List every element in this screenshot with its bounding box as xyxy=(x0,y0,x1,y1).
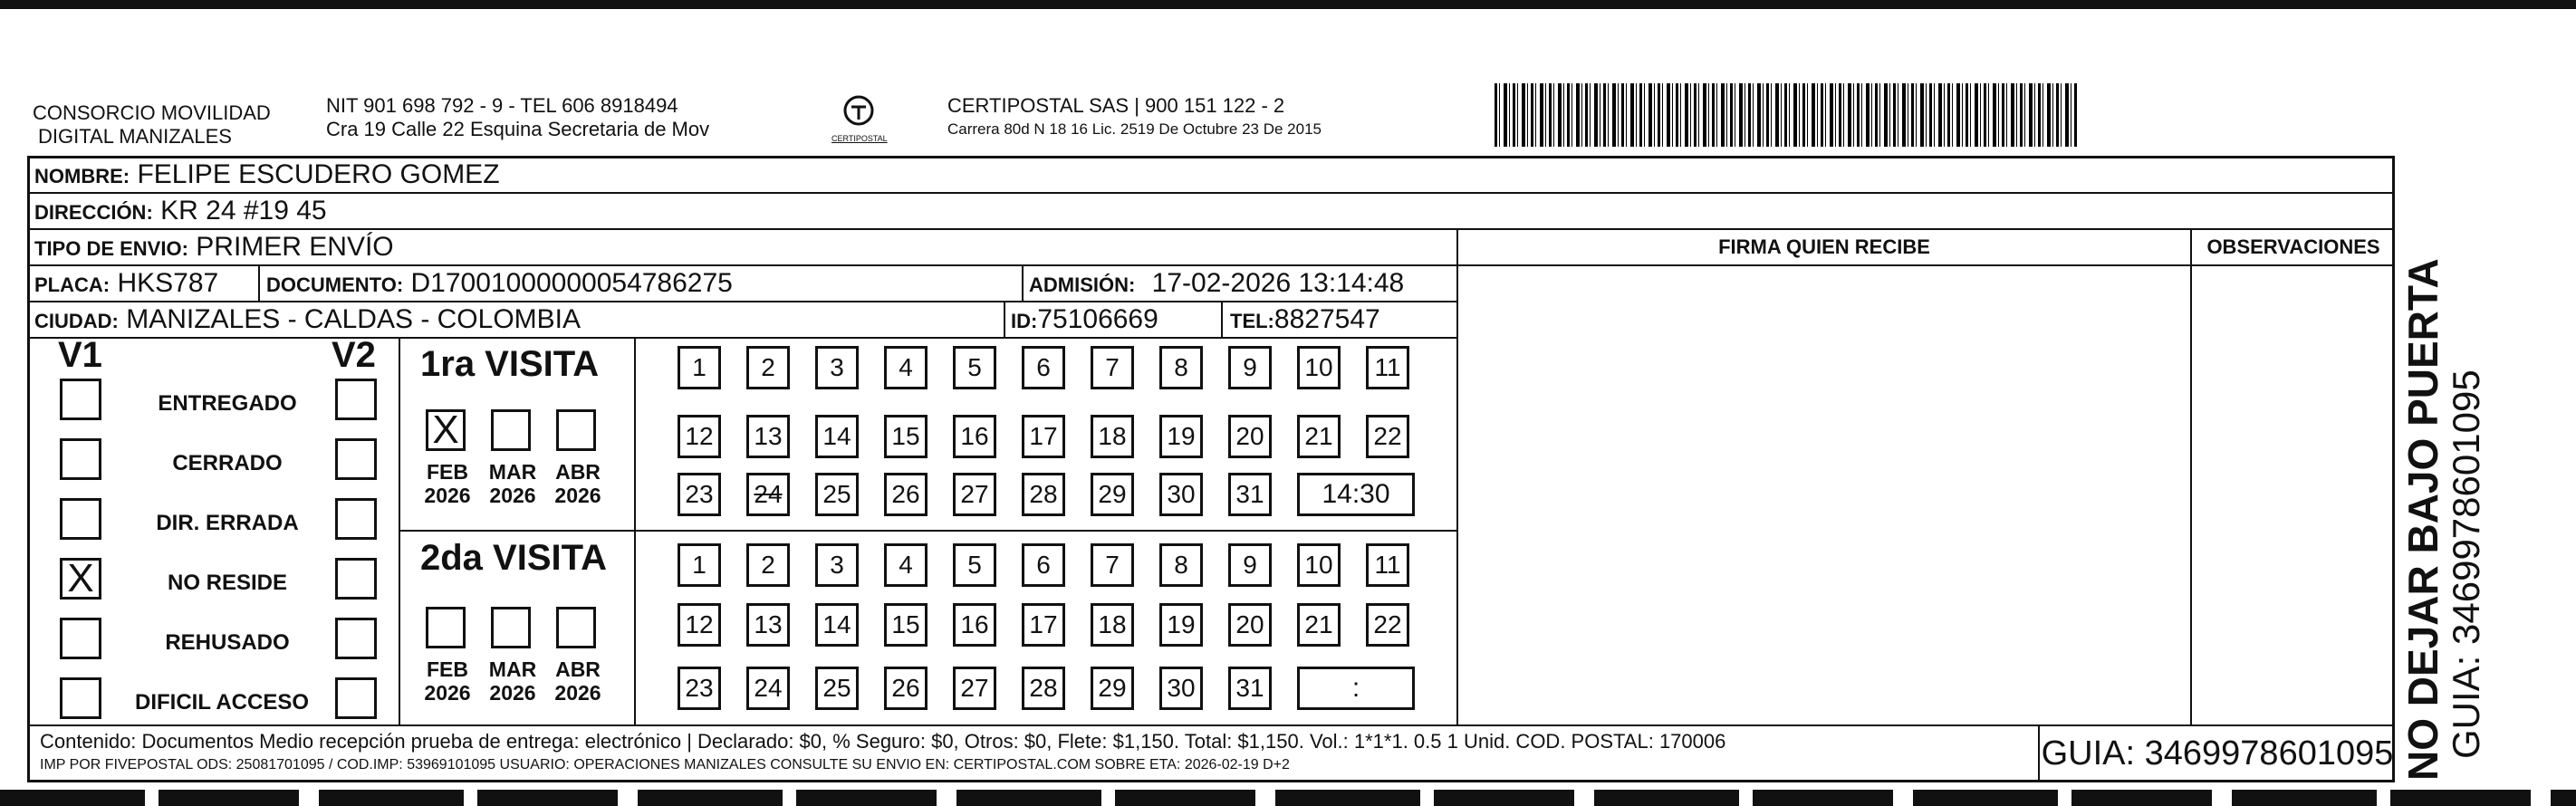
ciudad-label: CIUDAD: xyxy=(34,310,119,332)
month-checkbox[interactable] xyxy=(491,409,531,451)
admision-label: ADMISIÓN: xyxy=(1029,273,1136,296)
column-header-divider xyxy=(1458,264,2395,266)
v2-checkbox[interactable] xyxy=(335,379,377,420)
day-box[interactable]: 1 xyxy=(678,346,721,389)
certipostal-logo xyxy=(831,92,886,156)
day-box[interactable]: 22 xyxy=(1366,603,1409,647)
column-divider xyxy=(2190,228,2192,724)
day-box[interactable]: 9 xyxy=(1228,346,1272,389)
day-box[interactable]: 15 xyxy=(884,415,928,458)
first-visit-title: 1ra VISITA xyxy=(420,344,600,384)
day-box[interactable]: 29 xyxy=(1091,667,1134,710)
day-box[interactable]: 3 xyxy=(815,543,859,587)
month-name: ABR xyxy=(555,657,601,681)
no-dejar-notice: NO DEJAR BAJO PUERTA xyxy=(2399,258,2446,781)
day-box[interactable]: 25 xyxy=(815,473,859,516)
v1-checkbox[interactable] xyxy=(60,379,101,420)
day-box[interactable]: 2 xyxy=(746,346,790,389)
v2-checkbox[interactable] xyxy=(335,498,377,540)
day-box[interactable]: 27 xyxy=(953,667,996,710)
month-name: FEB xyxy=(427,657,468,681)
v2-header: V2 xyxy=(332,335,376,375)
v1-header: V1 xyxy=(58,335,102,375)
day-box[interactable]: 23 xyxy=(678,473,721,516)
month-label xyxy=(549,657,607,705)
days-divider xyxy=(634,337,636,724)
second-visit-title: 2da VISITA xyxy=(420,538,607,578)
documento-label: DOCUMENTO: xyxy=(266,273,404,296)
tel-value: 8827547 xyxy=(1274,304,1380,334)
month-year: 2026 xyxy=(554,681,601,705)
row-divider xyxy=(27,337,1458,339)
v2-checkbox[interactable] xyxy=(335,677,377,719)
day-box[interactable]: 13 xyxy=(746,603,790,647)
status-option-label: DIR. ERRADA xyxy=(156,511,299,535)
month-checkbox[interactable]: X xyxy=(426,409,466,451)
row-divider xyxy=(27,264,1458,266)
month-year: 2026 xyxy=(424,681,471,705)
day-box[interactable]: 13 xyxy=(746,415,790,458)
day-box[interactable]: 12 xyxy=(678,415,721,458)
footer-content: Contenido: Documentos Medio recepción prueba de entrega: electrónico | Declarado: $0, % Seguro: $0, Otros: $0, Flete: $1,150. Total: $1,150. Vol.: 1*1*1. 0.5 1 Unid. COD. POSTAL: 170006 xyxy=(40,730,1726,753)
day-box[interactable]: 14 xyxy=(815,603,859,647)
cell-divider xyxy=(258,264,260,301)
month-label xyxy=(484,657,542,705)
placa-label: PLACA: xyxy=(34,273,111,296)
month-checkbox[interactable] xyxy=(426,607,466,648)
ciudad-value: MANIZALES - CALDAS - COLOMBIA xyxy=(126,304,582,334)
nombre-value: FELIPE ESCUDERO GOMEZ xyxy=(137,159,500,189)
day-box[interactable]: 3 xyxy=(815,346,859,389)
month-year: 2026 xyxy=(489,484,536,507)
logo-icon xyxy=(841,92,877,129)
footer-guia: GUIA: 3469978601095 xyxy=(2038,724,2395,782)
day-box[interactable]: 31 xyxy=(1228,667,1272,710)
company-nit: NIT 901 698 792 - 9 - TEL 606 8918494 xyxy=(326,94,678,117)
day-box[interactable]: 2 xyxy=(746,543,790,587)
bottom-scan-edge xyxy=(0,790,2576,806)
company-line-1: CONSORCIO MOVILIDAD xyxy=(33,101,271,124)
month-year: 2026 xyxy=(489,681,536,705)
day-box[interactable]: 22 xyxy=(1366,415,1409,458)
v2-checkbox[interactable] xyxy=(335,618,377,659)
day-box[interactable]: 16 xyxy=(953,415,996,458)
month-checkbox[interactable] xyxy=(556,409,596,451)
month-year: 2026 xyxy=(424,484,471,507)
month-label xyxy=(418,460,476,507)
day-box[interactable]: 26 xyxy=(884,473,928,516)
v1-checkbox[interactable] xyxy=(60,677,101,719)
day-box[interactable]: 4 xyxy=(884,543,928,587)
day-box[interactable]: 18 xyxy=(1091,603,1134,647)
month-label xyxy=(418,657,476,705)
day-box[interactable]: 17 xyxy=(1022,415,1065,458)
status-option-label: DIFICIL ACCESO xyxy=(134,690,309,715)
month-year: 2026 xyxy=(554,484,601,507)
month-checkbox[interactable] xyxy=(556,607,596,648)
day-box[interactable]: 5 xyxy=(953,543,996,587)
v1-checkbox[interactable]: X xyxy=(60,558,101,600)
direccion-row xyxy=(34,196,327,228)
barcode xyxy=(1495,83,2079,147)
documento-value: D17001000000054786275 xyxy=(410,268,733,298)
status-divider xyxy=(399,337,400,724)
day-box[interactable]: 5 xyxy=(953,346,996,389)
cell-divider xyxy=(1004,301,1005,337)
day-box[interactable]: 23 xyxy=(678,667,721,710)
nombre-label: NOMBRE: xyxy=(34,165,130,187)
day-box[interactable]: 19 xyxy=(1159,415,1203,458)
day-box[interactable]: 28 xyxy=(1022,473,1065,516)
placa-row xyxy=(34,268,218,301)
day-box[interactable]: 17 xyxy=(1022,603,1065,647)
v1-checkbox[interactable] xyxy=(60,498,101,540)
day-box[interactable]: 7 xyxy=(1091,346,1134,389)
day-box[interactable]: 18 xyxy=(1091,415,1134,458)
day-box[interactable]: 6 xyxy=(1022,543,1065,587)
side-notice xyxy=(2400,258,2487,781)
row-divider xyxy=(27,192,2395,194)
observaciones-header: OBSERVACIONES xyxy=(2206,235,2380,258)
courier-name: CERTIPOSTAL SAS | 900 151 122 - 2 xyxy=(947,94,1285,117)
v1-checkbox[interactable] xyxy=(60,618,101,659)
v2-checkbox[interactable] xyxy=(335,558,377,600)
id-value: 75106669 xyxy=(1037,304,1158,334)
courier-info xyxy=(947,94,1455,141)
day-box[interactable]: 31 xyxy=(1228,473,1272,516)
top-scan-edge xyxy=(0,0,2576,9)
day-box[interactable]: 9 xyxy=(1228,543,1272,587)
status-option-label: NO RESIDE xyxy=(167,571,288,595)
admision-value: 17-02-2026 13:14:48 xyxy=(1151,268,1405,298)
status-option-label: ENTREGADO xyxy=(158,391,297,416)
company-address: Cra 19 Calle 22 Esquina Secretaria de Mov xyxy=(326,118,710,140)
day-box[interactable]: 24 xyxy=(746,667,790,710)
column-divider xyxy=(1456,228,1458,724)
day-box[interactable]: 28 xyxy=(1022,667,1065,710)
ciudad-row xyxy=(34,304,581,337)
month-name: FEB xyxy=(427,460,468,484)
day-box[interactable]: 21 xyxy=(1297,603,1341,647)
v2-checkbox[interactable] xyxy=(335,438,377,480)
company-name xyxy=(33,101,304,149)
day-box[interactable]: 11 xyxy=(1366,346,1409,389)
day-box[interactable]: 29 xyxy=(1091,473,1134,516)
direccion-label: DIRECCIÓN: xyxy=(34,201,153,224)
courier-address: Carrera 80d N 18 16 Lic. 2519 De Octubre 23 De 2015 xyxy=(947,120,1322,138)
day-box[interactable]: 20 xyxy=(1228,603,1272,647)
second-visit-time[interactable]: : xyxy=(1297,667,1415,710)
cell-divider xyxy=(1022,264,1024,301)
direccion-value: KR 24 #19 45 xyxy=(160,196,327,225)
firma-header: FIRMA QUIEN RECIBE xyxy=(1718,235,1930,258)
day-box[interactable]: 12 xyxy=(678,603,721,647)
placa-value: HKS787 xyxy=(117,268,219,298)
status-option-label: REHUSADO xyxy=(165,630,290,655)
day-box[interactable]: 27 xyxy=(953,473,996,516)
admision-row xyxy=(1029,268,1404,301)
day-box[interactable]: 11 xyxy=(1366,543,1409,587)
day-box[interactable]: 30 xyxy=(1159,473,1203,516)
day-box[interactable]: 14 xyxy=(815,415,859,458)
day-box[interactable]: 8 xyxy=(1159,543,1203,587)
day-box[interactable]: 19 xyxy=(1159,603,1203,647)
id-label: ID: xyxy=(1011,310,1038,332)
month-checkbox[interactable] xyxy=(491,607,531,648)
status-option-label: CERRADO xyxy=(172,451,283,475)
day-box[interactable]: 7 xyxy=(1091,543,1134,587)
row-divider xyxy=(27,301,1458,302)
month-name: MAR xyxy=(488,460,537,484)
day-box[interactable]: 30 xyxy=(1159,667,1203,710)
v1-checkbox[interactable] xyxy=(60,438,101,480)
month-name: MAR xyxy=(488,657,537,681)
tipo-label: TIPO DE ENVIO: xyxy=(34,237,188,260)
tel-row xyxy=(1230,304,1380,337)
month-label xyxy=(484,460,542,507)
day-box[interactable]: 20 xyxy=(1228,415,1272,458)
month-label xyxy=(549,460,607,507)
day-box[interactable]: 4 xyxy=(884,346,928,389)
day-box[interactable]: 26 xyxy=(884,667,928,710)
side-guia: GUIA: 3469978601095 xyxy=(2445,369,2487,759)
row-divider xyxy=(27,228,2395,230)
day-box[interactable]: 25 xyxy=(815,667,859,710)
footer-print-info: IMP POR FIVEPOSTAL ODS: 25081701095 / COD.IMP: 53969101095 USUARIO: OPERACIONES MANIZALES CONSULTE SU ENVIO EN: CERTIPOSTAL.COM SOBRE ETA: 2026-02-19 D+2 xyxy=(40,757,1290,772)
documento-row xyxy=(266,268,733,301)
month-name: ABR xyxy=(555,460,601,484)
day-box[interactable]: 1 xyxy=(678,543,721,587)
day-box[interactable]: 10 xyxy=(1297,346,1341,389)
nombre-row xyxy=(34,159,500,192)
day-box[interactable]: 21 xyxy=(1297,415,1341,458)
tipo-row xyxy=(34,232,394,264)
visit-divider xyxy=(399,530,1458,532)
day-box[interactable]: 10 xyxy=(1297,543,1341,587)
tel-label: TEL: xyxy=(1230,310,1274,332)
day-box[interactable]: 16 xyxy=(953,603,996,647)
id-row xyxy=(1011,304,1158,337)
cell-divider xyxy=(1221,301,1223,337)
day-box[interactable]: 15 xyxy=(884,603,928,647)
company-line-2: DIGITAL MANIZALES xyxy=(38,125,232,148)
first-visit-time[interactable]: 14:30 xyxy=(1297,473,1415,516)
tipo-value: PRIMER ENVÍO xyxy=(196,232,394,262)
company-contact xyxy=(326,94,779,141)
day-box[interactable]: 24 xyxy=(746,473,790,516)
logo-text: CERTIPOSTAL xyxy=(831,134,888,143)
day-box[interactable]: 6 xyxy=(1022,346,1065,389)
day-box[interactable]: 8 xyxy=(1159,346,1203,389)
